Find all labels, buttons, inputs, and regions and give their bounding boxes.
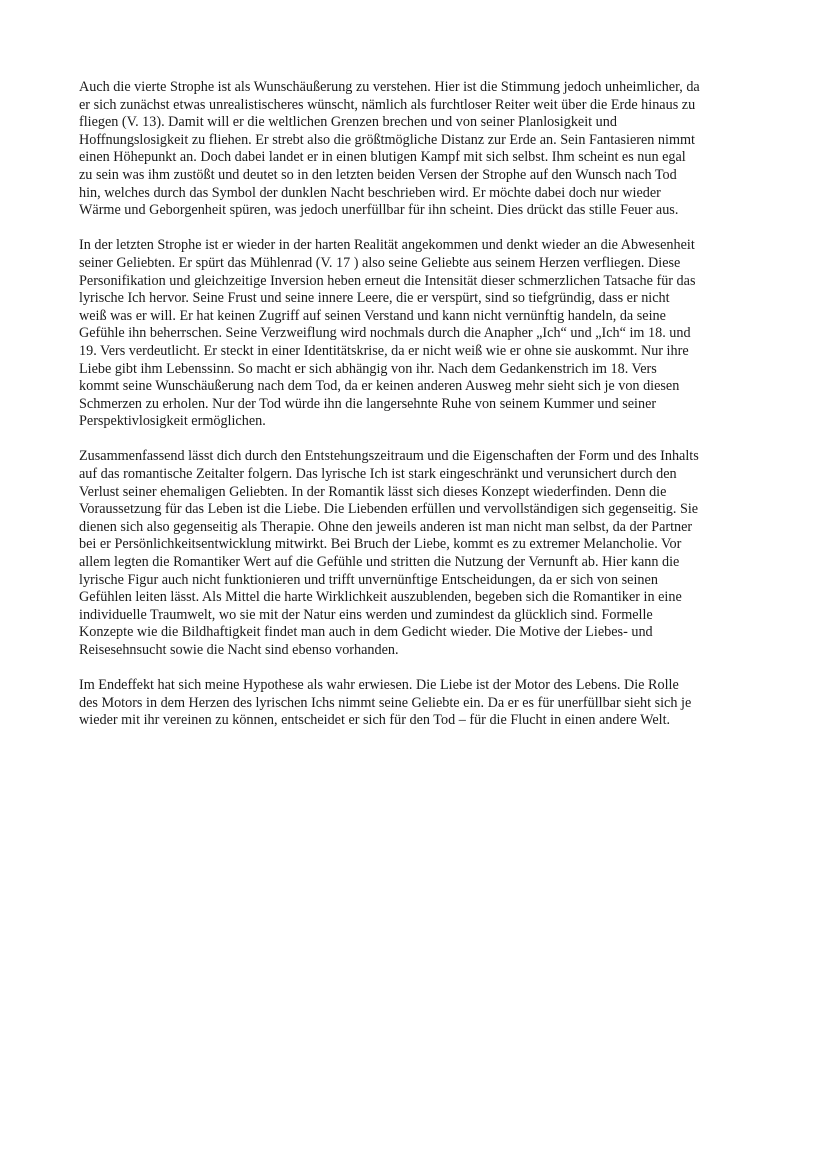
text-line: Gefühle ihn beherrschen. Seine Verzweiflung wird nochmals durch die Anapher „Ich“ und „Ich“ im 18. und [79,325,691,342]
text-line: fliegen (V. 13). Damit will er die weltlichen Grenzen brechen und von seiner Planlosigkeit und [79,114,617,131]
text-line: er sich zunächst etwas unrealistischeres wünscht, nämlich als furchtloser Reiter weit über die Erde hinaus zu [79,96,696,113]
text-line: Zusammenfassend lässt dich durch den Entstehungszeitraum und die Eigenschaften der Form und des Inhalts [79,448,699,465]
text-line: kommt seine Wunschäußerung nach dem Tod, da er keinen anderen Ausweg mehr sieht sich je von diesen [79,378,680,395]
paragraph [79,448,750,659]
paragraph [79,237,750,431]
text-line: Konzepte wie die Bildhaftigkeit findet man auch in dem Gedicht wieder. Die Motive der Liebes- und [79,624,653,641]
text-line: Auch die vierte Strophe ist als Wunschäußerung zu verstehen. Hier ist die Stimmung jedoch unheimlicher, da [79,79,700,95]
text-line: wieder mit ihr vereinen zu können, entscheidet er sich für den Tod – für die Flucht in einen andere Welt. [79,712,671,729]
text-line: hin, welches durch das Symbol der dunklen Nacht beschrieben wird. Er möchte dabei doch nur wieder [79,184,661,201]
text-line: individuelle Traumwelt, wo sie mit der Natur eins werden und zumindest da glücklich sind. Formelle [79,606,653,623]
text-line: Hoffnungslosigkeit zu fliehen. Er strebt also die größtmögliche Distanz zur Erde an. Sein Fantasieren nimmt [79,131,695,148]
text-line: Personifikation und gleichzeitige Inversion heben erneut die Intensität dieser schmerzlichen Tatsache für das [79,272,696,289]
paragraph [79,79,750,220]
text-line: des Motors in dem Herzen des lyrischen Ichs nimmt seine Geliebte ein. Da er es für unerfüllbar sieht sich je [79,694,692,711]
text-line: Voraussetzung für das Leben ist die Liebe. Die Liebenden erfüllen und vervollständigen sich gegenseitig. Sie [79,501,699,518]
text-line: In der letzten Strophe ist er wieder in der harten Realität angekommen und denkt wieder an die Abwesenheit [79,237,695,254]
text-line: lyrische Ich hervor. Seine Frust und seine innere Leere, die er verspürt, sind so tiefgründig, dass er nicht [79,290,670,307]
text-line: bei er Persönlichkeitsentwicklung mitwirkt. Bei Bruch der Liebe, kommt es zu extremer Melancholie. Vor [79,536,682,553]
text-line: Im Endeffekt hat sich meine Hypothese als wahr erwiesen. Die Liebe ist der Motor des Lebens. Die Rolle [79,677,679,694]
text-line: Gefühlen leiten lässt. Als Mittel die harte Wirklichkeit auszublenden, begeben sich die Romantiker in eine [79,589,682,606]
text-line: Verlust seiner ehemaligen Geliebten. In der Romantik lässt sich dieses Konzept wiederfinden. Denn die [79,483,667,500]
text-line: seiner Geliebten. Er spürt das Mühlenrad (V. 17 ) also seine Geliebte aus seinem Herzen verfliegen. Diese [79,254,681,271]
paragraph [79,677,750,730]
text-line: auf das romantische Zeitalter folgern. Das lyrische Ich ist stark eingeschränkt und verunsichert durch den [79,466,677,483]
text-line: Reisesehnsucht sowie die Nacht sind ebenso vorhanden. [79,642,399,658]
text-line: lyrische Figur auch nicht funktionieren und trifft unvernünftige Entscheidungen, da er sich von seinen [79,571,658,588]
text-line: allem legten die Romantiker Wert auf die Gefühle und stritten die Nutzung der Vernunft ab. Hier kann die [79,554,680,571]
text-line: Liebe gibt ihm Lebenssinn. So macht er sich abhängig von ihr. Nach dem Gedankenstrich im 18. Vers [79,360,657,377]
text-line: weiß was er will. Er hat keinen Zugriff auf seinen Verstand und kann nicht vernünftig handeln, da seine [79,307,666,324]
document-page [79,79,750,748]
text-line: 19. Vers verdeutlicht. Er steckt in einer Identitätskrise, da er nicht weiß wie er ohne sie auskommt. Nur ihre [79,342,689,359]
text-line: Schmerzen zu erholen. Nur der Tod würde ihn die langersehnte Ruhe von seinem Kummer und seiner [79,395,657,412]
text-line: Wärme und Geborgenheit spüren, was jedoch unerfüllbar für ihn scheint. Dies drückt das stille Feuer aus. [79,202,679,219]
text-line: zu sein was ihm zustößt und deutet so in den letzten beiden Versen der Strophe auf den Wunsch nach Tod [79,166,677,183]
text-line: dienen sich also gegenseitig als Therapie. Ohne den jeweils anderen ist man nicht man selbst, da der Partner [79,518,693,535]
text-line: einen Höhepunkt an. Doch dabei landet er in einen blutigen Kampf mit sich selbst. Ihm scheint es nun egal [79,149,686,166]
text-line: Perspektivlosigkeit ermöglichen. [79,413,266,430]
